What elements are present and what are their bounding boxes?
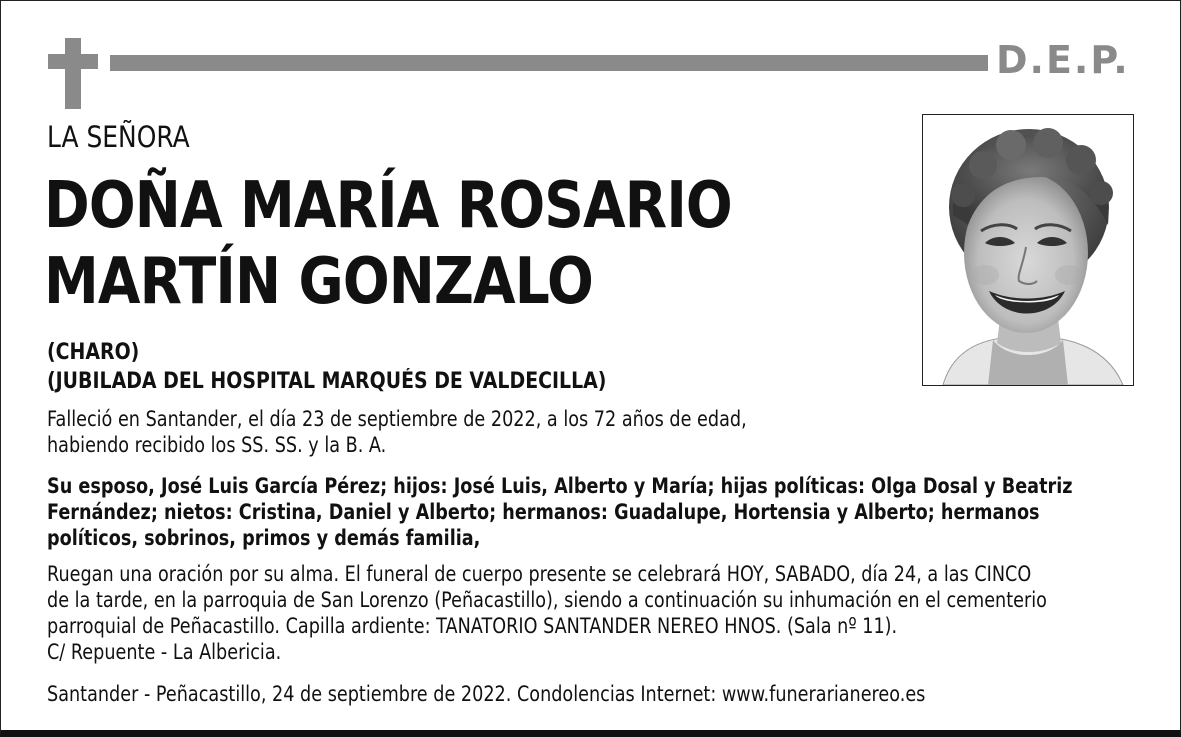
family-line: políticos, sobrinos, primos y demás familia, bbox=[47, 526, 481, 551]
header-rule bbox=[110, 55, 988, 71]
family-line: Fernández; nietos: Cristina, Daniel y Alberto; hermanos: Guadalupe, Hortensia y Alberto; hermanos bbox=[47, 500, 1040, 525]
cross-icon bbox=[48, 38, 98, 109]
death-notice-line: habiendo recibido los SS. SS. y la B. A. bbox=[47, 433, 387, 458]
funeral-details bbox=[47, 562, 1047, 666]
funeral-line: parroquial de Peñacastillo. Capilla ardiente: TANATORIO SANTANDER NEREO HNOS. (Sala nº 11). bbox=[47, 614, 898, 639]
intro-label: LA SEÑORA bbox=[47, 120, 190, 154]
death-notice bbox=[47, 407, 747, 459]
family-line: Su esposo, José Luis García Pérez; hijos: José Luis, Alberto y María; hijas políticas: Olga Dosal y Beatriz bbox=[47, 474, 1073, 499]
dep-label: D.E.P. bbox=[996, 38, 1130, 82]
family-list bbox=[47, 474, 1073, 552]
portrait-icon bbox=[923, 115, 1133, 385]
name-line-2: MARTÍN GONZALO bbox=[44, 245, 593, 319]
death-notice-line: Falleció en Santander, el día 23 de septiembre de 2022, a los 72 años de edad, bbox=[47, 407, 747, 432]
portrait-photo bbox=[922, 114, 1134, 386]
nickname: (CHARO) bbox=[47, 340, 140, 365]
role: (JUBILADA DEL HOSPITAL MARQUÉS DE VALDECILLA) bbox=[47, 369, 607, 394]
funeral-line: Ruegan una oración por su alma. El funeral de cuerpo presente se celebrará HOY, SABADO, día 24, a las CINCO bbox=[47, 562, 1032, 587]
funeral-line: C/ Repuente - La Albericia. bbox=[47, 640, 282, 665]
footer-text: Santander - Peñacastillo, 24 de septiembre de 2022. Condolencias Internet: www.funerarianereo.es bbox=[47, 682, 926, 707]
funeral-line: de la tarde, en la parroquia de San Lorenzo (Peñacastillo), siendo a continuación su inhumación en el cementerio bbox=[47, 588, 1047, 613]
deceased-name bbox=[44, 168, 732, 320]
name-line-1: DOÑA MARÍA ROSARIO bbox=[44, 169, 732, 243]
